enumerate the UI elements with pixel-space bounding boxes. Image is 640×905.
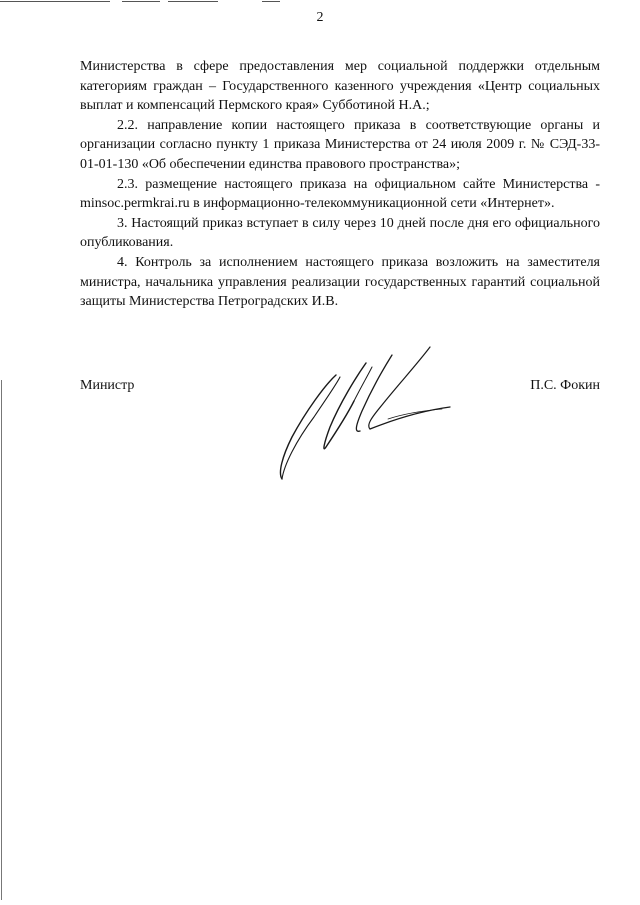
scan-edge-top-mid <box>122 1 160 2</box>
signer-name: П.С. Фокин <box>530 378 600 393</box>
paragraph-4: 4. Контроль за исполнением настоящего приказа возложить на заместителя министра, начальника управления реализации государственных гарантий социальной защиты Министерства Петроградских И.В. <box>80 254 600 310</box>
page-number: 2 <box>316 10 324 25</box>
paragraph-3: 3. Настоящий приказ вступает в силу через 10 дней после дня его официального опубликования. <box>80 215 600 251</box>
scan-edge-left <box>1 380 2 900</box>
scan-edge-top-left <box>0 1 110 2</box>
document-body <box>80 57 600 312</box>
paragraph-2-3: 2.3. размещение настоящего приказа на официальном сайте Министерства - minsoc.permkrai.ru в информационно-телекоммуникационной сети «Интернет». <box>80 176 600 212</box>
paragraph-2-2: 2.2. направление копии настоящего приказа в соответствующие органы и организации согласно пункту 1 приказа Министерства от 24 июля 2009 г. № СЭД-33-01-01-130 «Об обеспечении единства правового пространства»; <box>80 117 600 172</box>
scan-edge-top-mid2 <box>168 1 218 2</box>
handwritten-signature <box>270 345 460 485</box>
signer-position: Министр <box>80 378 135 393</box>
scan-edge-top-right <box>262 1 280 2</box>
paragraph-continuation: Министерства в сфере предоставления мер социальной поддержки отдельным категориям граждан – Государственного казенного учреждения «Центр социальных выплат и компенсаций Пермского края» Субботиной Н.А.; <box>80 59 600 114</box>
